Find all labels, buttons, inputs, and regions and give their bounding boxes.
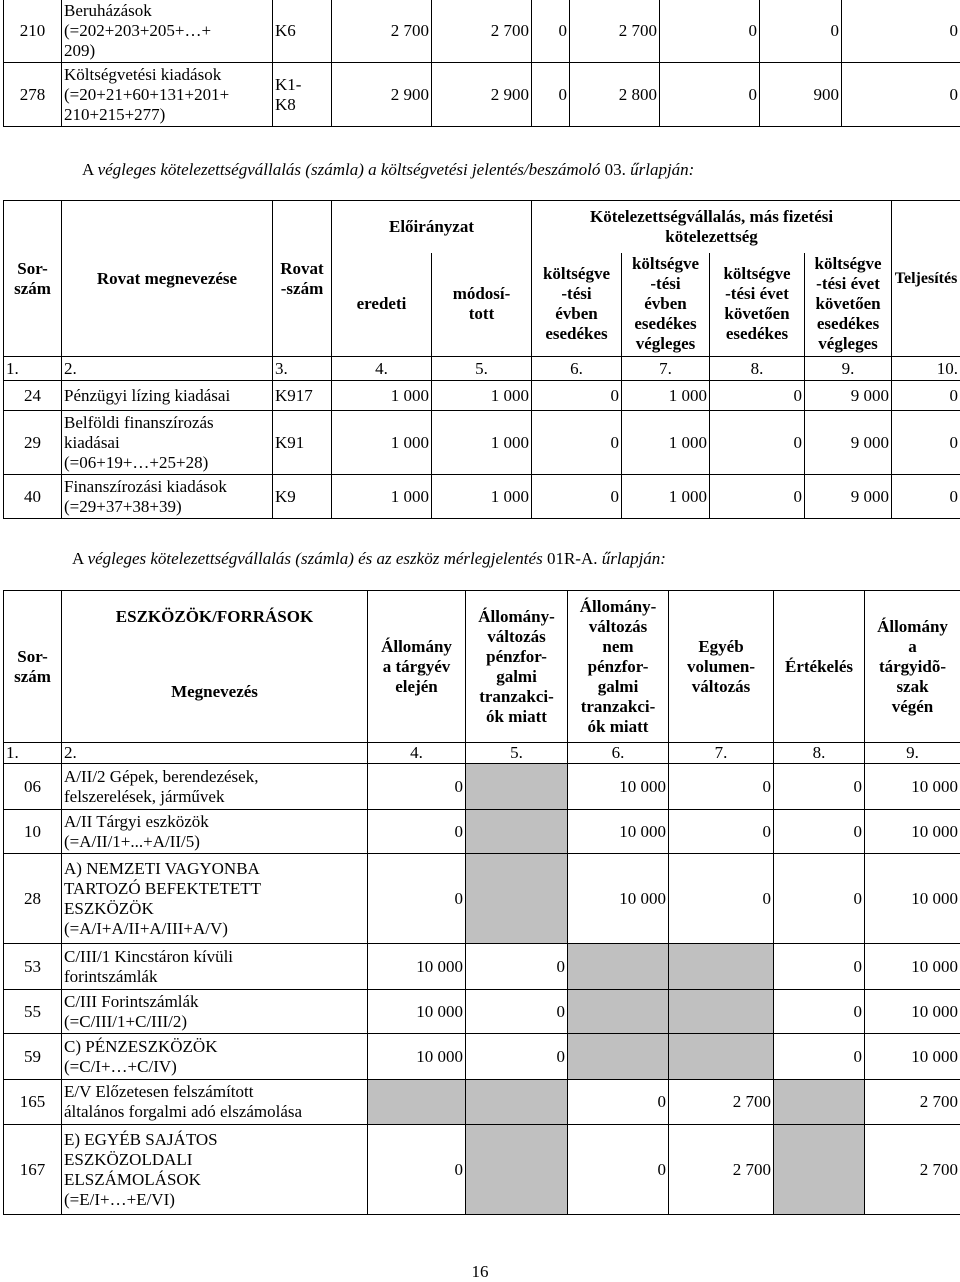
- row-code: 59: [4, 1034, 62, 1080]
- value-cell: 0: [710, 475, 805, 519]
- empty-shaded-cell: [466, 1125, 568, 1215]
- value-cell: 0: [842, 0, 960, 63]
- row-name: [62, 944, 368, 990]
- text-line: Állomány: [877, 617, 948, 636]
- empty-shaded-cell: [669, 944, 774, 990]
- table-row: [4, 1034, 960, 1080]
- text-line: (=29+37+38+39): [64, 497, 182, 516]
- table-row: [4, 990, 960, 1034]
- text-line: Állomány-: [580, 597, 657, 616]
- value-cell: 0: [368, 810, 466, 854]
- row-rovat-code: K917: [273, 381, 332, 411]
- row-name: [62, 810, 368, 854]
- text-line: költségve: [543, 264, 610, 283]
- text-line: volumen-: [687, 657, 755, 676]
- text-line: szám: [14, 667, 51, 686]
- text-line: költségve: [723, 264, 790, 283]
- text-line: ók miatt: [588, 717, 649, 736]
- row-code: 278: [4, 63, 62, 127]
- column-number: 6.: [568, 743, 669, 764]
- text-line: tranzakci-: [581, 697, 656, 716]
- text-line: 210+215+277): [64, 105, 165, 124]
- value-cell: 2 800: [570, 63, 660, 127]
- value-cell: 10 000: [865, 810, 960, 854]
- text-line: a: [908, 637, 917, 656]
- value-cell: 0: [568, 1080, 669, 1125]
- text-line: (=C/I+…+C/IV): [64, 1057, 177, 1076]
- value-cell: 2 700: [669, 1080, 774, 1125]
- value-cell: 1 000: [622, 381, 710, 411]
- empty-shaded-cell: [568, 1034, 669, 1080]
- row-name: [62, 381, 273, 411]
- value-cell: 1 000: [432, 411, 532, 475]
- text-line: szám: [14, 279, 51, 298]
- text-line: pénzfor-: [588, 657, 649, 676]
- value-cell: 0: [774, 944, 865, 990]
- text-line: elején: [395, 677, 437, 696]
- text-line: évben: [555, 304, 598, 323]
- column-number: 8.: [774, 743, 865, 764]
- column-number: 4.: [368, 743, 466, 764]
- value-cell: 0: [669, 810, 774, 854]
- text-line: K6: [275, 21, 296, 40]
- text-line: 209): [64, 41, 95, 60]
- row-name: [62, 475, 273, 519]
- header-col-evben-esedekes: [532, 253, 622, 357]
- text-line: galmi: [598, 677, 639, 696]
- header-eszkozok-forrasok: ESZKÖZÖK/FORRÁSOK: [62, 591, 368, 643]
- value-cell: 1 000: [432, 475, 532, 519]
- value-cell: 9 000: [805, 475, 892, 519]
- text-line: C/III/1 Kincstáron kívüli: [64, 947, 233, 966]
- column-number: 4.: [332, 357, 432, 381]
- row-rovat-code: [273, 63, 332, 127]
- text-line: Belföldi finanszírozás: [64, 413, 214, 432]
- column-number: 9.: [805, 357, 892, 381]
- text-line: Finanszírozási kiadások: [64, 477, 227, 496]
- note-balance-report: A végleges kötelezettségvállalás (számla) és az eszköz mérlegjelentés 01R-A. űrlapján:: [72, 549, 666, 569]
- text-line: általános forgalmi adó elszámolása: [64, 1102, 302, 1121]
- value-cell: 2 700: [332, 0, 432, 63]
- row-rovat-code: [273, 0, 332, 63]
- empty-shaded-cell: [669, 1034, 774, 1080]
- text-line: esedékes: [545, 324, 607, 343]
- text-line: kiadásai: [64, 433, 120, 452]
- text-line: A/II/2 Gépek, berendezések,: [64, 767, 258, 786]
- value-cell: 10 000: [865, 1034, 960, 1080]
- value-cell: 10 000: [865, 944, 960, 990]
- column-number: 6.: [532, 357, 622, 381]
- header-nem-penzforgalmi: [568, 591, 669, 743]
- row-code: 53: [4, 944, 62, 990]
- empty-shaded-cell: [568, 944, 669, 990]
- value-cell: 9 000: [805, 381, 892, 411]
- text-line: követően: [815, 294, 880, 313]
- text-line: évben: [644, 294, 687, 313]
- text-line: (=202+203+205+…+: [64, 21, 211, 40]
- value-cell: 0: [568, 1125, 669, 1215]
- empty-shaded-cell: [774, 1080, 865, 1125]
- value-cell: 0: [532, 475, 622, 519]
- row-code: 55: [4, 990, 62, 1034]
- text-line: Pénzügyi lízing kiadásai: [64, 386, 230, 405]
- table-row: [4, 944, 960, 990]
- text-line: esedékes: [726, 324, 788, 343]
- row-name: [62, 990, 368, 1034]
- header-col-koveto-esedekes-vegleges: [805, 253, 892, 357]
- text-line: K1-: [275, 75, 301, 94]
- text-line: forintszámlák: [64, 967, 157, 986]
- text-line: C/III Forintszámlák: [64, 992, 199, 1011]
- table-row: [4, 381, 960, 411]
- row-code: 40: [4, 475, 62, 519]
- row-code: 24: [4, 381, 62, 411]
- header-ertekeles: Értékelés: [774, 591, 865, 743]
- text-line: ók miatt: [486, 707, 547, 726]
- text-line: A) NEMZETI VAGYONBA: [64, 859, 260, 878]
- commitments-table: [3, 200, 960, 519]
- text-line: -tési évet: [816, 274, 880, 293]
- header-allomany-eleje: [368, 591, 466, 743]
- row-name: [62, 0, 273, 63]
- text-line: tranzakci-: [479, 687, 554, 706]
- row-rovat-code: K91: [273, 411, 332, 475]
- text-line: (=A/II/1+...+A/II/5): [64, 832, 200, 851]
- text-line: végén: [892, 697, 934, 716]
- value-cell: 0: [368, 764, 466, 810]
- page-number: 16: [0, 1262, 960, 1282]
- row-code: 165: [4, 1080, 62, 1125]
- table-row: [4, 475, 960, 519]
- header-allomany-vege: [865, 591, 960, 743]
- value-cell: 0: [774, 810, 865, 854]
- text-line: (=A/I+A/II+A/III+A/V): [64, 919, 228, 938]
- value-cell: 0: [774, 764, 865, 810]
- text-line: tott: [469, 304, 494, 323]
- value-cell: 0: [842, 63, 960, 127]
- text-line: végleges: [636, 334, 695, 353]
- value-cell: 2 700: [669, 1125, 774, 1215]
- row-name: [62, 1125, 368, 1215]
- value-cell: 0: [892, 411, 960, 475]
- empty-shaded-cell: [368, 1080, 466, 1125]
- value-cell: 9 000: [805, 411, 892, 475]
- value-cell: 10 000: [568, 810, 669, 854]
- value-cell: 0: [774, 1034, 865, 1080]
- value-cell: 2 700: [432, 0, 532, 63]
- header-modositott: [432, 253, 532, 357]
- empty-shaded-cell: [568, 990, 669, 1034]
- header-penzforgalmi: [466, 591, 568, 743]
- header-rovat-megnevezese: Rovat megnevezése: [62, 201, 273, 357]
- value-cell: 0: [660, 63, 760, 127]
- value-cell: 2 900: [432, 63, 532, 127]
- table-row: [4, 810, 960, 854]
- value-cell: 10 000: [865, 854, 960, 944]
- table-row: [4, 1125, 960, 1215]
- text-line: végleges: [818, 334, 877, 353]
- text-line: kötelezettség: [665, 227, 758, 246]
- value-cell: 10 000: [368, 944, 466, 990]
- header-sorszam: [4, 201, 62, 357]
- value-cell: 2 700: [865, 1080, 960, 1125]
- text-line: Sor-: [17, 647, 48, 666]
- text-line: ESZKÖZÖK: [64, 899, 154, 918]
- text-line: Beruházások: [64, 1, 152, 20]
- text-line: nem: [602, 637, 633, 656]
- column-number: 5.: [466, 743, 568, 764]
- text-line: (=C/III/1+C/III/2): [64, 1012, 187, 1031]
- table-row: [4, 411, 960, 475]
- text-line: esedékes: [634, 314, 696, 333]
- row-name: [62, 1034, 368, 1080]
- value-cell: 0: [669, 854, 774, 944]
- text-line: E) EGYÉB SAJÁTOS: [64, 1130, 218, 1149]
- text-line: változás: [589, 617, 648, 636]
- text-line: (=06+19+…+25+28): [64, 453, 208, 472]
- header-eloiranyzat: Előirányzat: [332, 201, 532, 253]
- empty-shaded-cell: [466, 764, 568, 810]
- text-line: felszerelések, járművek: [64, 787, 224, 806]
- table-row: [4, 1080, 960, 1125]
- value-cell: 0: [532, 411, 622, 475]
- column-number: 1.: [4, 743, 62, 764]
- text-line: Rovat: [280, 259, 323, 278]
- header-eredeti: eredeti: [332, 253, 432, 357]
- text-line: -tési évet: [725, 284, 789, 303]
- value-cell: 0: [466, 990, 568, 1034]
- value-cell: 0: [532, 0, 570, 63]
- empty-shaded-cell: [466, 1080, 568, 1125]
- table-row: [4, 854, 960, 944]
- value-cell: 0: [760, 0, 842, 63]
- value-cell: 0: [710, 411, 805, 475]
- text-line: A/II Tárgyi eszközök: [64, 812, 209, 831]
- text-line: esedékes: [817, 314, 879, 333]
- value-cell: 0: [892, 475, 960, 519]
- header-kotelezettseg: [532, 201, 892, 253]
- text-line: ESZKÖZOLDALI: [64, 1150, 192, 1169]
- row-code: 28: [4, 854, 62, 944]
- column-number: 7.: [669, 743, 774, 764]
- value-cell: 2 900: [332, 63, 432, 127]
- value-cell: 0: [368, 854, 466, 944]
- value-cell: 1 000: [432, 381, 532, 411]
- text-line: Egyéb: [698, 637, 743, 656]
- empty-shaded-cell: [774, 1125, 865, 1215]
- value-cell: 10 000: [865, 990, 960, 1034]
- text-line: pénzfor-: [486, 647, 547, 666]
- column-number: 2.: [62, 743, 368, 764]
- value-cell: 2 700: [570, 0, 660, 63]
- row-name: [62, 1080, 368, 1125]
- value-cell: 1 000: [622, 411, 710, 475]
- empty-shaded-cell: [669, 990, 774, 1034]
- table-row: [4, 63, 960, 127]
- value-cell: 10 000: [368, 1034, 466, 1080]
- text-line: Sor-: [17, 259, 48, 278]
- text-line: -szám: [281, 279, 323, 298]
- value-cell: 2 700: [865, 1125, 960, 1215]
- column-number: 7.: [622, 357, 710, 381]
- value-cell: 0: [774, 990, 865, 1034]
- text-line: tárgyidõ-: [879, 657, 946, 676]
- text-line: Kötelezettségvállalás, más fizetési: [590, 207, 833, 226]
- header-rovat-szam: [273, 201, 332, 357]
- text-line: -tési: [561, 284, 591, 303]
- value-cell: 10 000: [368, 990, 466, 1034]
- text-line: -tési: [650, 274, 680, 293]
- text-line: Költségvetési kiadások: [64, 65, 221, 84]
- value-cell: 1 000: [622, 475, 710, 519]
- value-cell: 10 000: [568, 764, 669, 810]
- value-cell: 10 000: [568, 854, 669, 944]
- row-code: 10: [4, 810, 62, 854]
- value-cell: 0: [669, 764, 774, 810]
- column-number: 8.: [710, 357, 805, 381]
- value-cell: 0: [466, 1034, 568, 1080]
- value-cell: 0: [892, 381, 960, 411]
- value-cell: 0: [368, 1125, 466, 1215]
- row-code: 06: [4, 764, 62, 810]
- text-line: TARTOZÓ BEFEKTETETT: [64, 879, 261, 898]
- table-row: [4, 0, 960, 63]
- text-line: a tárgyév: [383, 657, 451, 676]
- column-number: 1.: [4, 357, 62, 381]
- header-sorszam: [4, 591, 62, 743]
- note-budget-report: A végleges kötelezettségvállalás (számla) a költségvetési jelentés/beszámoló 03. űrlapján:: [82, 160, 694, 180]
- value-cell: 0: [774, 854, 865, 944]
- row-name: [62, 63, 273, 127]
- text-line: Állomány: [381, 637, 452, 656]
- table-row: [4, 764, 960, 810]
- text-line: módosí-: [453, 284, 511, 303]
- text-line: (=E/I+…+E/VI): [64, 1190, 175, 1209]
- empty-shaded-cell: [466, 810, 568, 854]
- value-cell: 1 000: [332, 475, 432, 519]
- value-cell: 900: [760, 63, 842, 127]
- budget-summary-table: [3, 0, 960, 127]
- header-egyeb-volumen: [669, 591, 774, 743]
- column-number: 9.: [865, 743, 960, 764]
- column-number: 2.: [62, 357, 273, 381]
- text-line: követően: [724, 304, 789, 323]
- value-cell: 1 000: [332, 411, 432, 475]
- row-code: 29: [4, 411, 62, 475]
- empty-shaded-cell: [466, 854, 568, 944]
- value-cell: 1 000: [332, 381, 432, 411]
- column-number: 5.: [432, 357, 532, 381]
- column-number: 3.: [273, 357, 332, 381]
- text-line: Állomány-: [478, 607, 555, 626]
- value-cell: 0: [466, 944, 568, 990]
- column-number: 10.: [892, 357, 960, 381]
- header-col-koveto-esedekes: [710, 253, 805, 357]
- text-line: változás: [692, 677, 751, 696]
- header-megnevezes: Megnevezés: [62, 643, 368, 743]
- value-cell: 0: [660, 0, 760, 63]
- row-code: 167: [4, 1125, 62, 1215]
- header-col-evben-esedekes-vegleges: [622, 253, 710, 357]
- value-cell: 10 000: [865, 764, 960, 810]
- value-cell: 0: [710, 381, 805, 411]
- text-line: költségve: [632, 254, 699, 273]
- text-line: galmi: [496, 667, 537, 686]
- header-teljesites: Teljesítés: [892, 201, 960, 357]
- text-line: változás: [487, 627, 546, 646]
- value-cell: 0: [532, 63, 570, 127]
- text-line: költségve: [815, 254, 882, 273]
- value-cell: 0: [532, 381, 622, 411]
- text-line: (=20+21+60+131+201+: [64, 85, 229, 104]
- text-line: E/V Előzetesen felszámított: [64, 1082, 253, 1101]
- text-line: K8: [275, 95, 296, 114]
- text-line: szak: [896, 677, 928, 696]
- row-code: 210: [4, 0, 62, 63]
- text-line: C) PÉNZESZKÖZÖK: [64, 1037, 217, 1056]
- assets-table: [3, 590, 960, 1215]
- text-line: ELSZÁMOLÁSOK: [64, 1170, 201, 1189]
- row-name: [62, 854, 368, 944]
- row-rovat-code: K9: [273, 475, 332, 519]
- row-name: [62, 764, 368, 810]
- row-name: [62, 411, 273, 475]
